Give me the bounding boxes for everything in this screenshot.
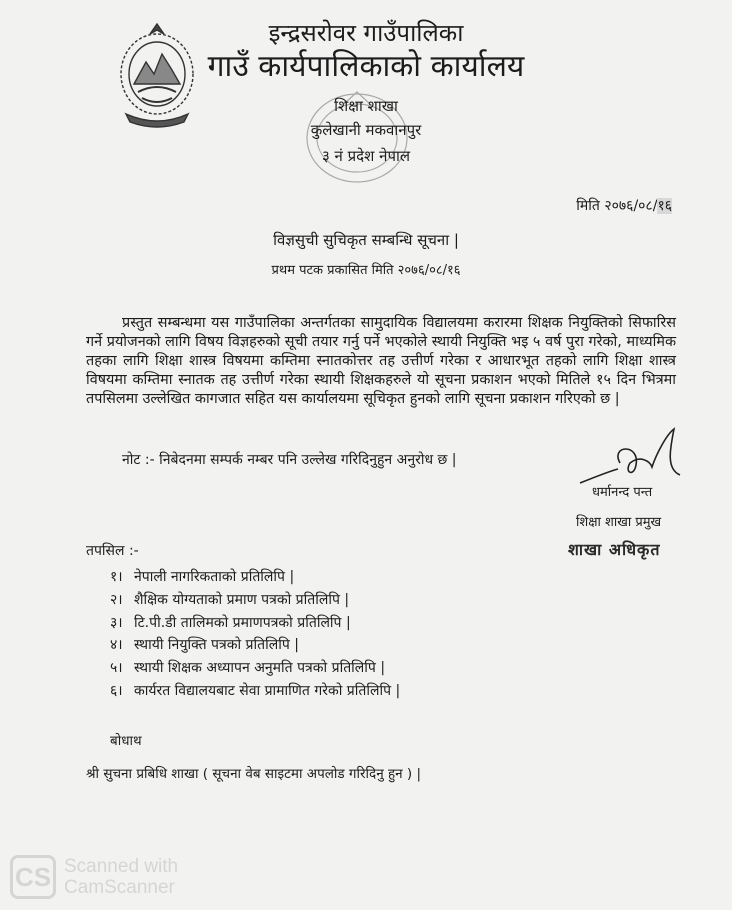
note-text: नोट :- निबेदनमा सम्पर्क नम्बर पनि उल्लेख गरिदिनुहुन अनुरोध छ | xyxy=(122,452,457,468)
list-item-text: नेपाली नागरिकताको प्रतिलिपि | xyxy=(134,569,295,585)
list-item-text: स्थायी नियुक्ति पत्रको प्रतिलिपि | xyxy=(134,637,299,654)
watermark-line1: Scanned with xyxy=(64,856,179,877)
cc-line: श्री सुचना प्रबिधि शाखा ( सूचना वेब साइटमा अपलोड गरिदिनु हुन ) | xyxy=(86,766,422,782)
documents-list xyxy=(110,566,400,703)
list-item-number: ३। xyxy=(110,614,123,631)
notice-subject: विज्ञसुची सुचिकृत सम्बन्धि सूचना | xyxy=(273,231,459,249)
list-item-number: १। xyxy=(110,569,123,585)
list-item xyxy=(110,657,400,680)
list-item-number: ४। xyxy=(110,637,123,654)
list-item-number: ५। xyxy=(110,660,123,677)
camscanner-watermark xyxy=(10,855,178,899)
list-item-number: ६। xyxy=(110,682,123,699)
watermark-line2: CamScanner xyxy=(64,877,175,898)
list-item xyxy=(110,680,400,703)
watermark-text xyxy=(64,856,178,898)
section-name: शिक्षा शाखा xyxy=(334,97,398,115)
list-item-text: शैक्षिक योग्यताको प्रमाण पत्रको प्रतिलिपि | xyxy=(134,591,350,608)
list-item-text: स्थायी शिक्षक अध्यापन अनुमति पत्रको प्रतिलिपि | xyxy=(134,660,386,677)
signatory-name: धर्मानन्द पन्त xyxy=(592,485,653,500)
date-day: १६ xyxy=(657,198,672,214)
tapasil-label: तपसिल :- xyxy=(86,543,139,559)
notice-body: प्रस्तुत सम्बन्धमा यस गाउँपालिका अन्तर्गतका सामुदायिक विद्यालयमा करारमा शिक्षक नियुक्तिको सिफारिस गर्ने प्रयोजनको लागि विषय विज्ञहरुको सूची तयार गर्नु पर्ने भएकोले स्थायी नियुक्ति भइ ५ वर्ष पुरा गरेको, माध्यमिक तहका लागि शिक्षा शास्त्र विषयमा कम्तिमा स्नातकोत्तर तह उत्तीर्ण गरेका र आधारभूत तहको लागि शिक्षा शास्त्र विषयमा कम्तिमा स्नातक तह उत्तीर्ण गरेका स्थायी शिक्षकहरुले यो सूचना प्रकाशन भएको मितिले १५ दिन भित्रमा तपसिलमा उल्लेखित कागजात सहित यस कार्यालयमा सूचिकृत हुनको लागि सूचना प्रकाशन गरिएको छ | xyxy=(86,315,676,407)
list-item xyxy=(110,612,400,635)
list-item-number: २। xyxy=(110,591,123,608)
office-title: गाउँ कार्यपालिकाको कार्यालय xyxy=(207,49,525,84)
municipality-name: इन्द्रसरोवर गाउँपालिका xyxy=(268,19,464,47)
date-label: मिति २०७६/०८/ xyxy=(576,198,658,214)
office-location: कुलेखानी मकवानपुर xyxy=(310,121,422,139)
list-item-text: कार्यरत विद्यालयबाट सेवा प्रामाणित गरेको प्रतिलिपि | xyxy=(134,682,401,699)
camscanner-logo-icon: CS xyxy=(10,855,56,899)
published-date: प्रथम पटक प्रकासित मिति २०७६/०८/१६ xyxy=(271,263,461,278)
province-line: ३ नं प्रदेश नेपाल xyxy=(321,147,411,165)
signatory-title: शिक्षा शाखा प्रमुख xyxy=(576,515,662,530)
list-item xyxy=(110,589,400,612)
list-item xyxy=(110,566,400,589)
bodhartha-label: बोधाथ xyxy=(110,733,142,749)
signatory-stamp: शाखा अधिकृत xyxy=(568,540,661,559)
notice-date xyxy=(576,196,672,215)
list-item xyxy=(110,634,400,657)
list-item-text: टि.पी.डी तालिमको प्रमाणपत्रको प्रतिलिपि | xyxy=(134,614,351,631)
